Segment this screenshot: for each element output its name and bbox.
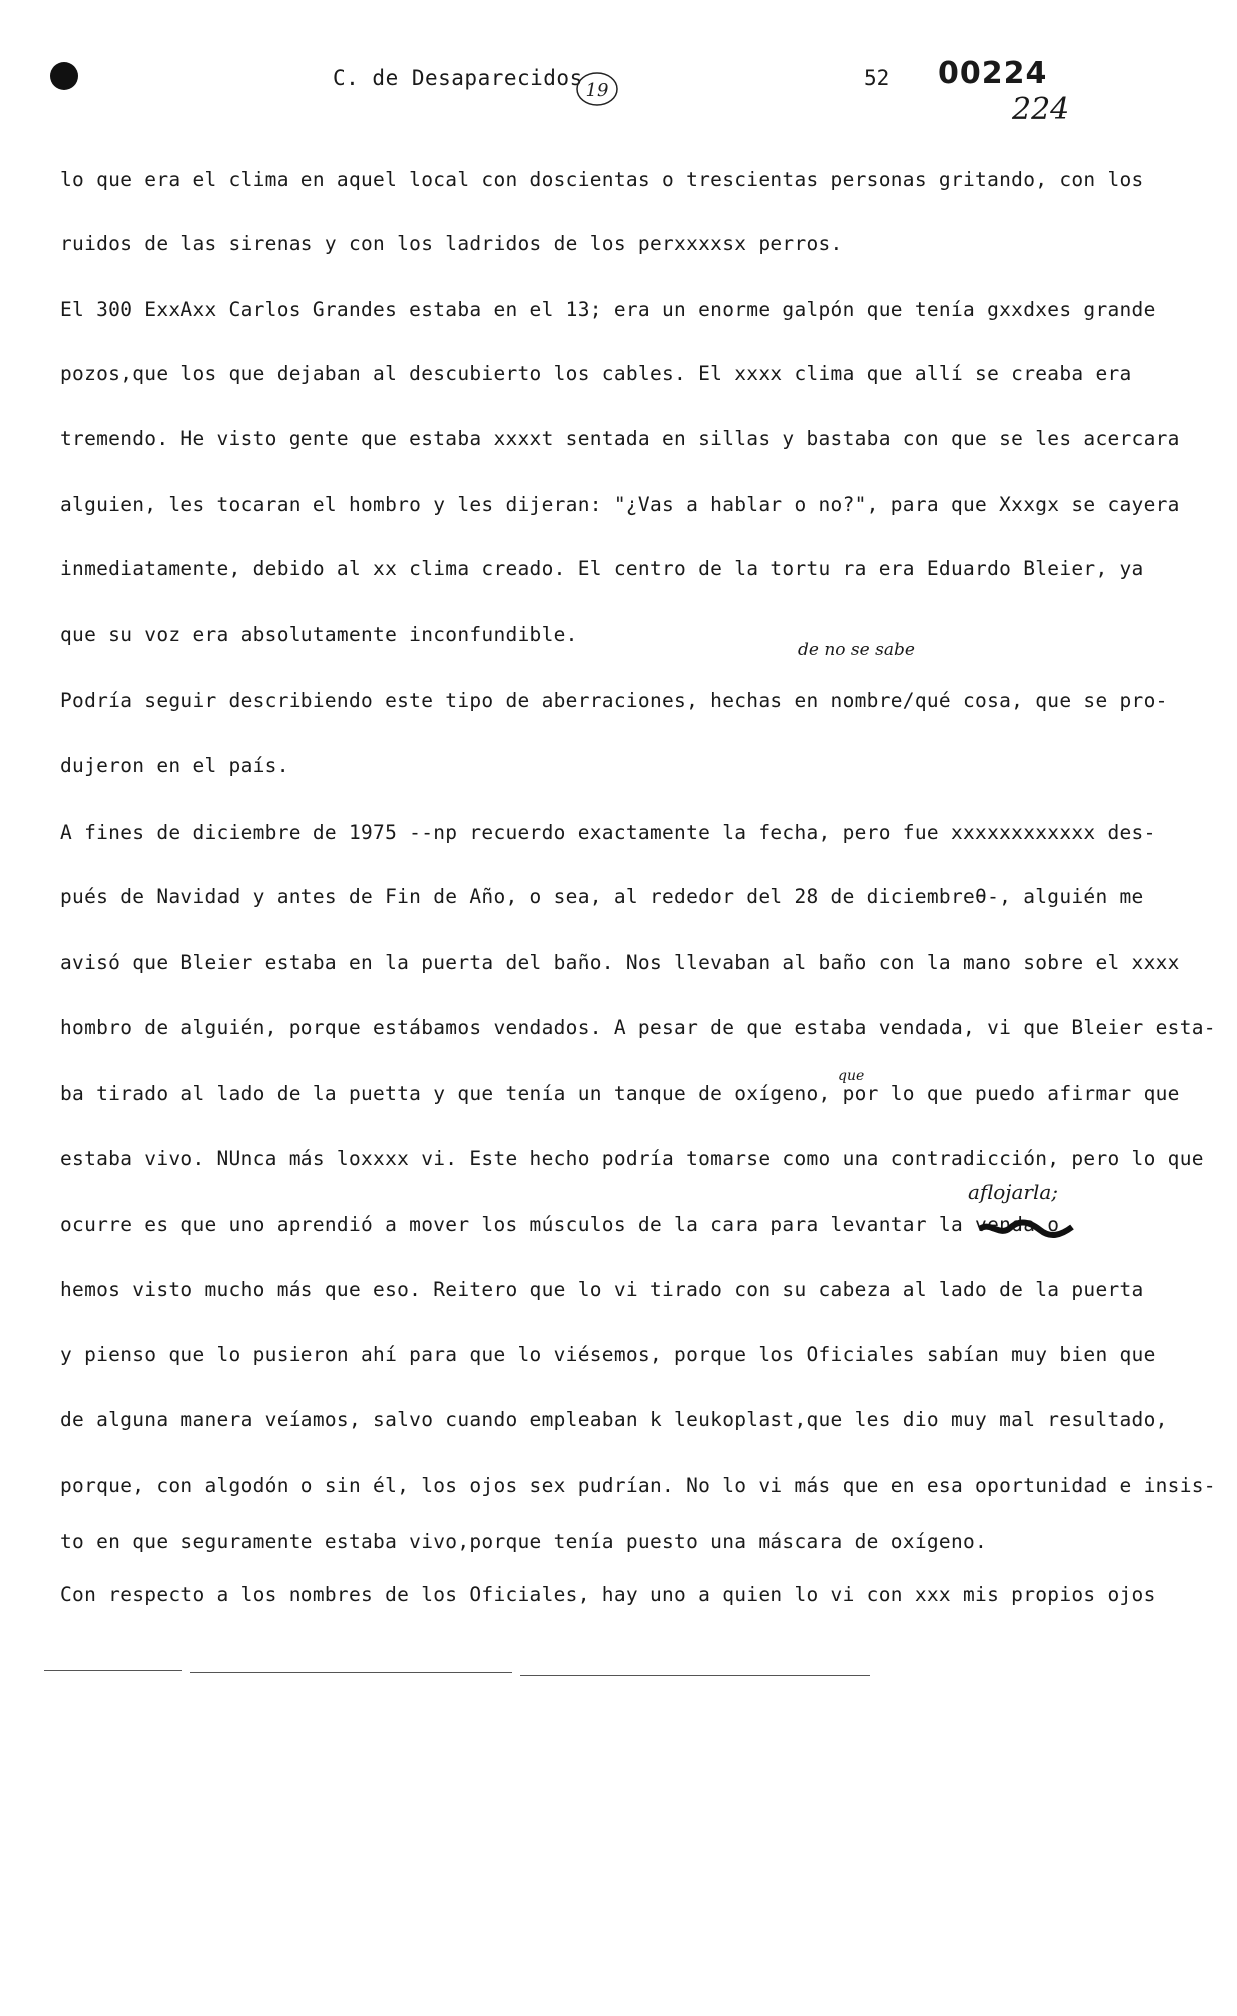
body-line: alguien, les tocaran el hombro y les dijeran: "¿Vas a hablar o no?", para que Xxxgx se cayera [60,493,1180,516]
margin-note-aflojarla: aflojarla; [968,1180,1059,1204]
body-line: ruidos de las sirenas y con los ladridos de los perxxxxsx perros. [60,232,843,255]
body-line: de alguna manera veíamos, salvo cuando empleaban k leukoplast,que les dio muy mal resultado, [60,1408,1168,1431]
document-stamp: 00224 [938,56,1048,91]
body-line: ocurre es que uno aprendió a mover los músculos de la cara para levantar la venda o [60,1213,1060,1236]
body-line: lo que era el clima en aquel local con doscientas o trescientas personas gritando, con los [60,168,1144,191]
circled-number-text: 19 [585,80,609,101]
body-line: inmediatamente, debido al xx clima creado. El centro de la tortu ra era Eduardo Bleier, ya [60,557,1144,580]
punch-hole-dot [50,62,78,90]
scribble-icon [978,1218,1074,1240]
body-line: Con respecto a los nombres de los Oficiales, hay uno a quien lo vi con xxx mis propios ojos [60,1583,1156,1606]
body-line: El 300 ExxAxx Carlos Grandes estaba en el 13; era un enorme galpón que tenía gxxdxes grande [60,298,1156,321]
page-number: 52 [864,66,890,90]
circle-mark-icon [574,68,620,110]
footer-rule-3 [520,1675,870,1676]
body-line: pués de Navidad y antes de Fin de Año, o sea, al rededor del 28 de diciembreθ-, alguién me [60,885,1144,908]
body-line: to en que seguramente estaba vivo,porque tenía puesto una máscara de oxígeno. [60,1530,988,1553]
footer-rule-2 [190,1672,512,1673]
circled-number [574,68,620,110]
body-line: hombro de alguién, porque estábamos vendados. A pesar de que estaba vendada, vi que Bleier esta- [60,1016,1216,1039]
body-line: que su voz era absolutamente inconfundible. [60,623,578,646]
body-line: ba tirado al lado de la puetta y que tenía un tanque de oxígeno, por lo que puedo afirmar que [60,1082,1180,1105]
footer-rule-1 [44,1670,182,1671]
body-line: estaba vivo. NUnca más loxxxx vi. Este hecho podría tomarse como una contradicción, pero lo que [60,1147,1204,1170]
body-line: avisó que Bleier estaba en la puerta del baño. Nos llevaban al baño con la mano sobre el xxxx [60,951,1180,974]
margin-note-de-no-se-sabe: de no se sabe [798,640,915,660]
body-line: hemos visto mucho más que eso. Reitero que lo vi tirado con su cabeza al lado de la puerta [60,1278,1144,1301]
body-line: dujeron en el país. [60,754,289,777]
body-line: y pienso que lo pusieron ahí para que lo viésemos, porque los Oficiales sabían muy bien que [60,1343,1156,1366]
body-line: tremendo. He visto gente que estaba xxxxt sentada en sillas y bastaba con que se les acercara [60,427,1180,450]
body-line: A fines de diciembre de 1975 --np recuerdo exactamente la fecha, pero fue xxxxxxxxxxxx des- [60,821,1156,844]
body-line: pozos,que los que dejaban al descubierto los cables. El xxxx clima que allí se creaba era [60,362,1132,385]
margin-note-que: que [838,1068,865,1084]
header-title: C. de Desaparecidos [333,66,583,90]
body-line: porque, con algodón o sin él, los ojos sex pudrían. No lo vi más que en esa oportunidad e insis- [60,1474,1216,1497]
body-line: Podría seguir describiendo este tipo de aberraciones, hechas en nombre/qué cosa, que se pro- [60,689,1168,712]
handwritten-number: 224 [1012,92,1070,127]
